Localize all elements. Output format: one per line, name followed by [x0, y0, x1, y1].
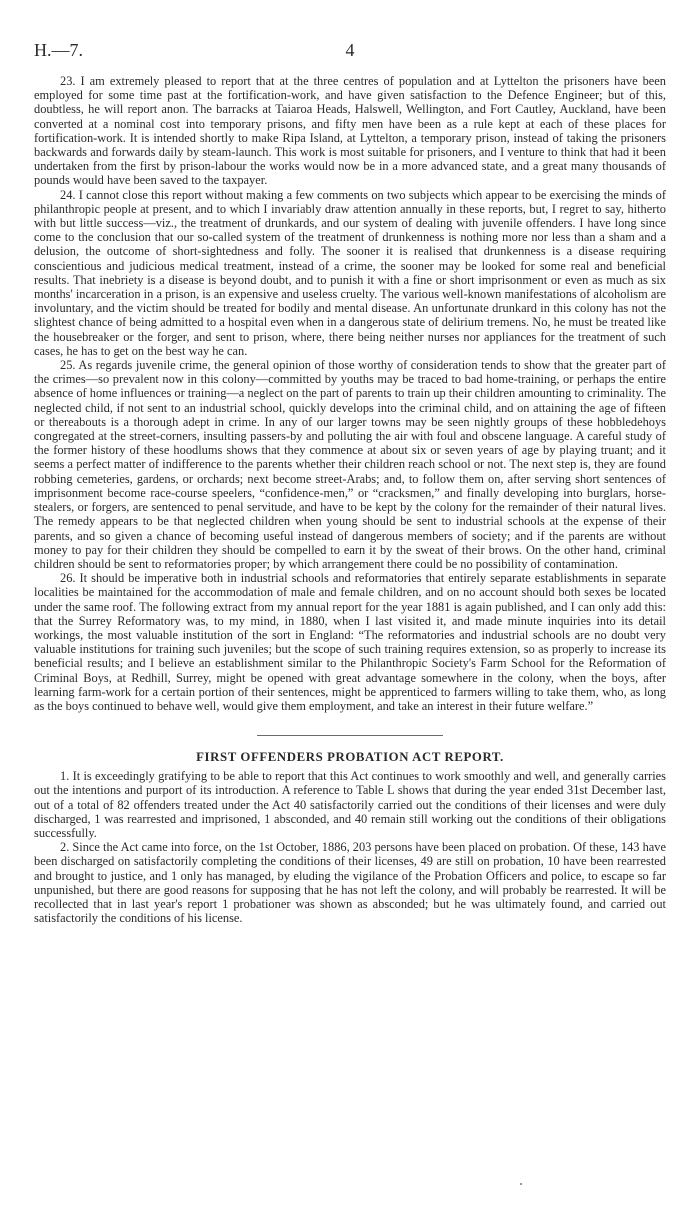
- document-page: [34, 30, 666, 925]
- report-body: [34, 74, 666, 713]
- print-speck: [520, 1183, 522, 1185]
- paragraph-23: 23. I am extremely pleased to report that at the three centres of population and at Lyttelton the prisoners have been employed for some time past at the fortification-work, and have given satisfaction to the Defence Engineer; but of this, doubtless, he will report anon. The barracks at Taiaroa Heads, Halswell, Wellington, and Fort Cautley, Auckland, have been converted at a nominal cost into temporary prisons, and fifty men have been as a rule kept at each of these places for fortification-work. It is intended shortly to make Ripa Island, at Lyttelton, a temporary prison, instead of taking the prisoners backwards and forwards daily by steam-launch. This work is most suitable for prisoners, and I venture to think that had it been undertaken from the first by prison-labour the works would now be in a more advanced state, and a great many thousands of pounds would have been saved to the taxpayer.: [34, 74, 666, 188]
- document-reference: H.—7.: [34, 40, 83, 60]
- paragraph-24: 24. I cannot close this report without making a few comments on two subjects which appear to be exercising the minds of philanthropic people at present, and to which I invariably draw attention annually in these reports, but, I regret to say, hitherto with but little success—viz., the treatment of drunkards, and our system of dealing with juvenile offenders. I have long since come to the conclusion that our so-called system of the treatment of drunkenness is nothing more nor less than a sham and a delusion, the outcome of short-sightedness and folly. The sooner it is realised that drunkenness is a disease requiring conscientious and judicious medical treatment, instead of a crime, the sooner may be looked for some real and beneficial results. That inebriety is a disease is beyond doubt, and to punish it with a fine or short imprisonment or even as much as six months' incarceration in a prison, is an expensive and useless cruelty. The various well-known manifestations of alcoholism are involuntary, and the victim should be treated for bodily and mental disease. An unfortunate drunkard in this colony has not the slightest chance of being admitted to a hospital even when in a dangerous state of delirium tremens. No, he must be treated like the housebreaker or the forger, and sent to prison, where, there being neither nurses nor appliances for the treatment of such cases, he has to get on the best way he can.: [34, 187, 666, 358]
- page-header: [34, 30, 666, 74]
- section-heading: FIRST OFFENDERS PROBATION ACT REPORT.: [196, 750, 504, 765]
- paragraph-26: 26. It should be imperative both in industrial schools and reformatories that entirely separate establishments in separate localities be maintained for the accommodation of male and female children, and on no account should both sexes be located under the same roof. The following extract from my annual report for the year 1881 is again published, and I can only add this: that the Surrey Reformatory was, to my mind, in 1880, when I last visited it, and made minute inquiries into its detail workings, the most valuable institution of the sort in England: “The reformatories and industrial schools are no doubt very valuable institutions for training such juveniles; but the scope of such training requires extension, so as properly to increase its beneficial results; and I believe an establishment similar to the Philanthropic Society's Farm School for the Reformation of Criminal Boys, at Redhill, Surrey, might be opened with great advantage somewhere in the colony, when the boys, after learning farm-work for a certain portion of their sentences, might be apprenticed to farmers willing to take them, who, as long as the boys continued to behave well, would give them employment, and take an interest in their future welfare.”: [34, 571, 666, 713]
- section-divider: [257, 735, 443, 736]
- paragraph-25: 25. As regards juvenile crime, the general opinion of those worthy of consideration tends to show that the greater part of the crimes—so prevalent now in this colony—committed by youths may be traced to bad home-training, or perhaps the entire absence of home influences or training—a neglect on the part of parents to train up their children amounting to criminality. The neglected child, if not sent to an industrial school, quickly develops into the criminal child, and on attaining the age of fifteen or thereabouts is a thorough adept in crime. In any of our larger towns may be seen nightly groups of these hobbledehoys congregated at the street-corners, insulting passers-by and polluting the air with foul and obscene language. A careful study of the former history of these hoodlums shows that they commence at about six or seven years of age by playing truant; and it seems a perfect matter of indifference to the parents whether their children reach school or not. The next step is, they are found robbing cemeteries, gardens, or orchards; next become street-Arabs; and, to follow them on, after serving short sentences of imprisonment become race-course speelers, “confidence-men,” or “cracksmen,” and finally developing into burglars, horse-stealers, or forgers, are sentenced to penal servitude, and have to be kept by the colony for the remainder of their natural lives. The remedy appears to be that neglected children when young should be sent to industrial schools at the expense of their parents, and so given a chance of becoming useful instead of dangerous members of society; and if the parents are without money to pay for their children they should be compelled to earn it by the sweat of their brows. On the other hand, criminal children should be sent to reformatories proper; by which arrangement there could be no possibility of contamination.: [34, 358, 666, 571]
- probation-report-body: [34, 769, 666, 925]
- page-number: 4: [345, 40, 355, 60]
- probation-paragraph-1: 1. It is exceedingly gratifying to be able to report that this Act continues to work smoothly and well, and generally carries out the intentions and purport of its introduction. A reference to Table L shows that during the year ended 31st December last, out of a total of 82 offenders treated under the Act 40 satisfactorily carried out the conditions of their licenses and were duly discharged, 1 was rearrested and imprisoned, 1 absconded, and 40 remain still working out the conditions of their obligations successfully.: [34, 769, 666, 840]
- probation-paragraph-2: 2. Since the Act came into force, on the 1st October, 1886, 203 persons have been placed on probation. Of these, 143 have been discharged on satisfactorily completing the conditions of their licenses, 49 are still on probation, 10 have been rearrested and brought to justice, and 1 only has managed, by eluding the vigilance of the Probation Officers and police, to escape so far unpunished, but there are good reasons for supposing that he has not left the colony, and will probably be rearrested. It will be recollected that in last year's report 1 probationer was shown as absconded; but he was ultimately found, and carried out satisfactorily the conditions of his license.: [34, 840, 666, 926]
